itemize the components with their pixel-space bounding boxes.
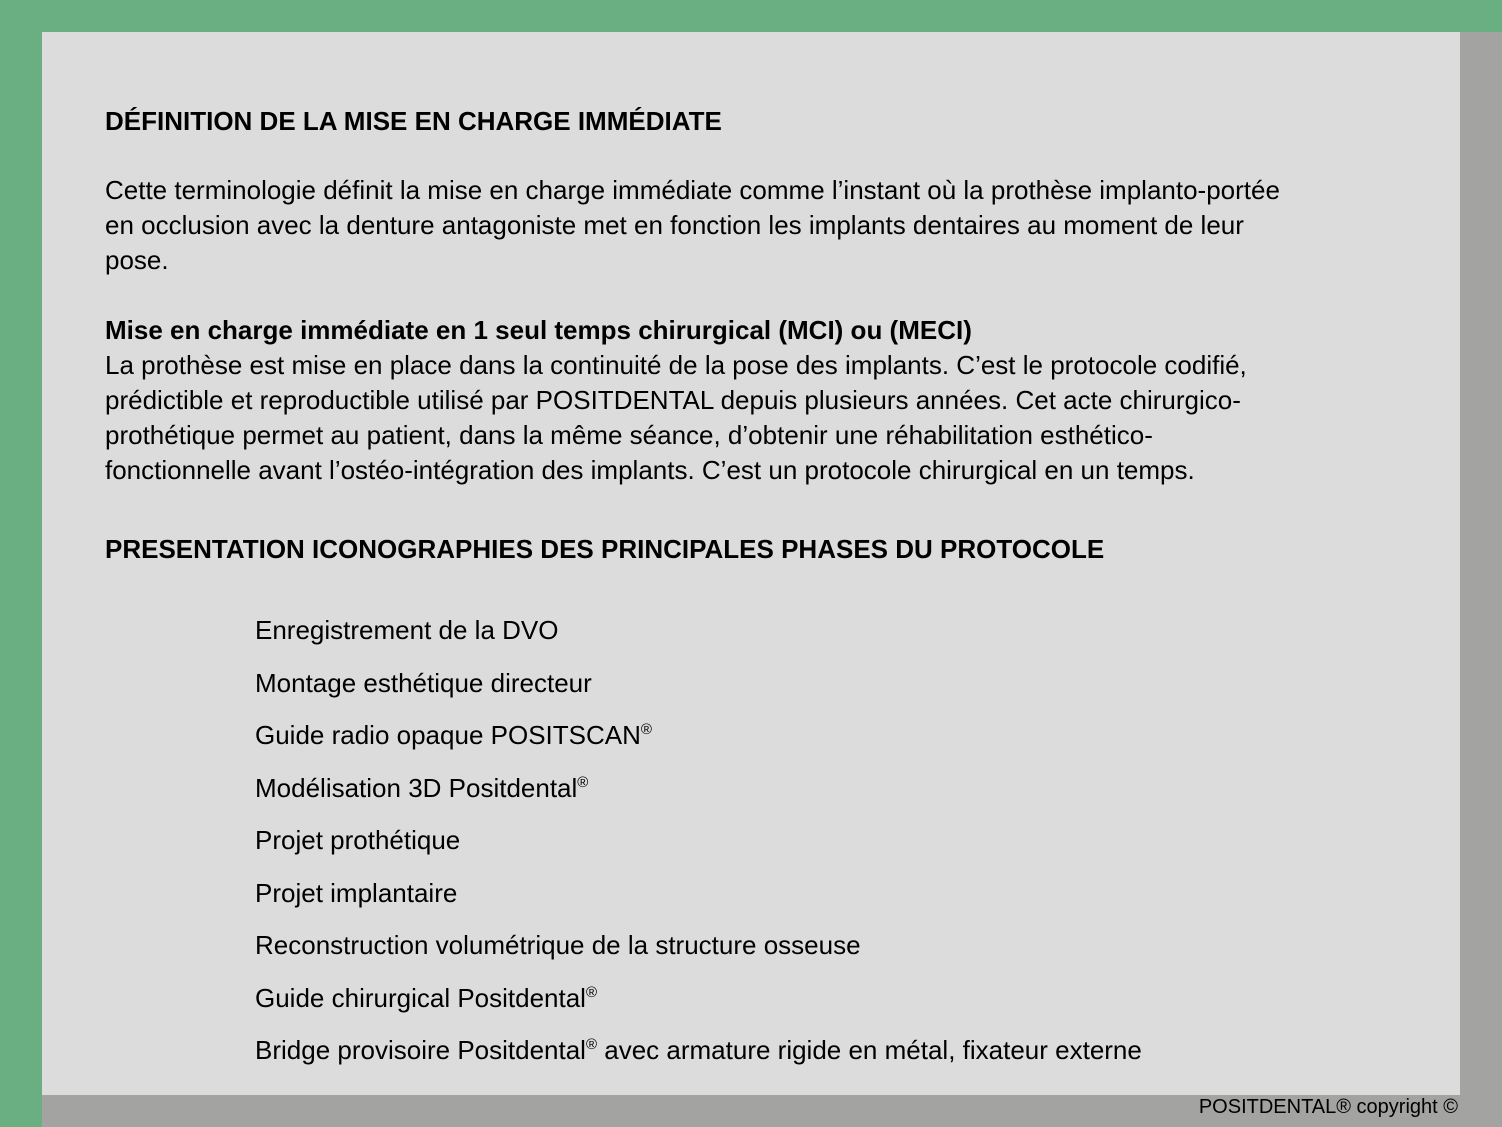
definition-line: pose. xyxy=(105,245,169,275)
registered-mark: ® xyxy=(577,773,589,791)
section-line: fonctionnelle avant l’ostéo-intégration des implants. C’est un protocole chirurgical en un temps. xyxy=(105,455,1195,485)
copyright-footer: POSITDENTAL® copyright © xyxy=(1198,1096,1458,1118)
phase-text: Enregistrement de la DVO xyxy=(255,615,559,645)
phase-item xyxy=(255,822,1142,875)
slide-title: DÉFINITION DE LA MISE EN CHARGE IMMÉDIATE xyxy=(105,106,722,136)
section-heading: Mise en charge immédiate en 1 seul temps chirurgical (MCI) ou (MECI) xyxy=(105,315,972,345)
phase-item xyxy=(255,1032,1142,1085)
phase-item xyxy=(255,717,1142,770)
phase-item xyxy=(255,980,1142,1033)
phase-text-suffix: avec armature rigide en métal, fixateur externe xyxy=(597,1035,1142,1065)
presentation-heading: PRESENTATION ICONOGRAPHIES DES PRINCIPALES PHASES DU PROTOCOLE xyxy=(105,534,1105,564)
phase-text: Bridge provisoire Positdental xyxy=(255,1035,586,1065)
phase-text: Reconstruction volumétrique de la structure osseuse xyxy=(255,930,861,960)
phase-item xyxy=(255,665,1142,718)
registered-mark: ® xyxy=(640,721,652,738)
registered-mark: ® xyxy=(585,983,598,1001)
phase-text: Guide radio opaque POSITSCAN xyxy=(255,720,641,750)
slide-shadow-right xyxy=(1460,32,1502,1127)
phase-item xyxy=(255,927,1142,980)
definition-line: Cette terminologie définit la mise en charge immédiate comme l’instant où la prothèse implanto-portée xyxy=(105,175,1280,205)
section-paragraph xyxy=(105,348,1247,488)
slide xyxy=(42,32,1460,1095)
phase-item xyxy=(255,875,1142,928)
section-line: prédictible et reproductible utilisé par POSITDENTAL depuis plusieurs années. Cet acte chirurgico- xyxy=(105,385,1241,415)
protocol-phase-list xyxy=(255,612,1142,1085)
phase-item xyxy=(255,770,1142,823)
phase-text: Projet implantaire xyxy=(255,877,458,908)
definition-line: en occlusion avec la denture antagoniste met en fonction les implants dentaires au moment de leur xyxy=(105,210,1244,240)
section-line: La prothèse est mise en place dans la continuité de la pose des implants. C’est le protocole codifié, xyxy=(105,350,1247,380)
phase-text: Guide chirurgical Positdental xyxy=(255,982,586,1013)
registered-mark: ® xyxy=(585,1036,598,1053)
phase-text: Projet prothétique xyxy=(255,825,461,855)
section-line: prothétique permet au patient, dans la même séance, d’obtenir une réhabilitation esthético- xyxy=(105,420,1153,450)
phase-text: Modélisation 3D Positdental xyxy=(255,772,578,803)
definition-paragraph xyxy=(105,173,1280,278)
phase-text: Montage esthétique directeur xyxy=(255,667,592,698)
phase-item xyxy=(255,612,1142,665)
